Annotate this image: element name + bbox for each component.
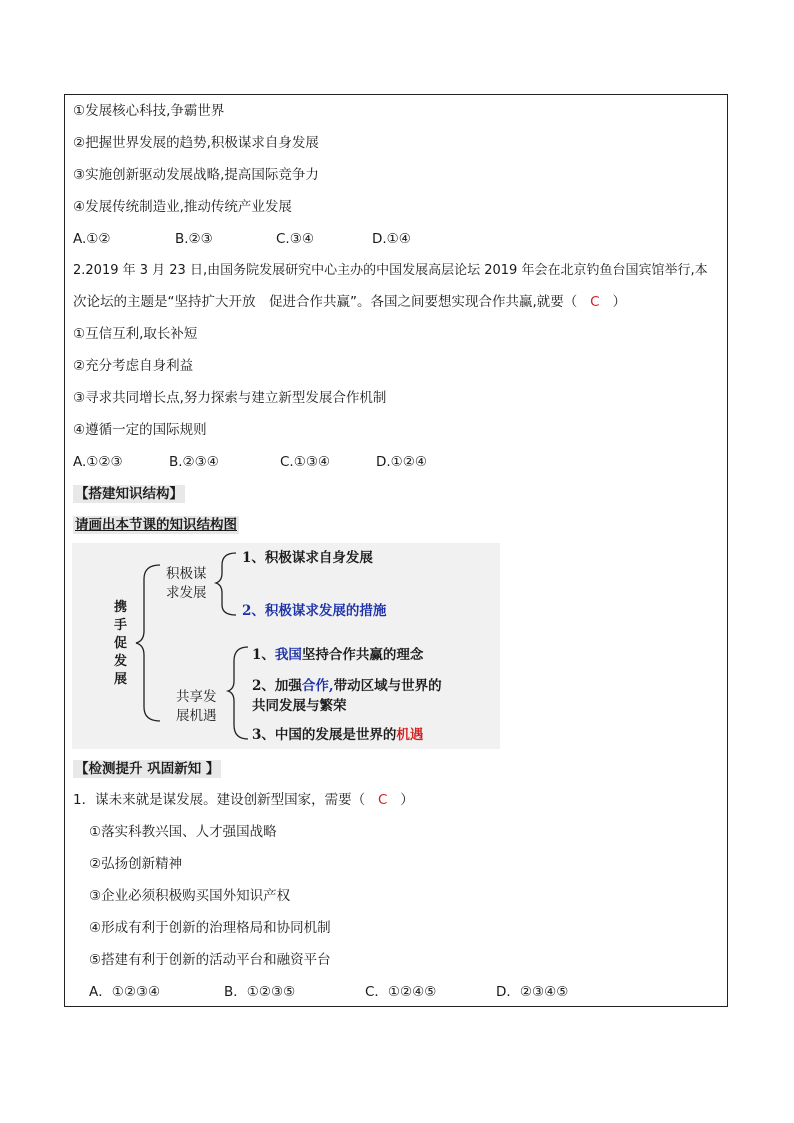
q2-option-4: ④遵循一定的国际规则 [73, 422, 207, 438]
q-prev-option-1: ①发展核心科技,争霸世界 [73, 103, 225, 119]
q1-stem-close: ） [400, 792, 414, 808]
q1-choice-d: D．②③④⑤ [496, 984, 569, 1000]
q1-answer: C [377, 792, 388, 808]
q1-stem-text: 1．谋未来就是谋发展。建设创新型国家，需要（ [73, 792, 366, 808]
branch-2-item-2-line-2: 共同发展与繁荣 [252, 698, 347, 714]
branch-2-item-2: 2、加强合作,带动区域与世界的 [252, 678, 442, 694]
q2-option-2: ②充分考虑自身利益 [73, 358, 194, 374]
q2-option-3: ③寻求共同增长点,努力探索与建立新型发展合作机制 [73, 390, 387, 406]
q1-choices [89, 982, 568, 1002]
q-prev-option-3: ③实施创新驱动发展战略,提高国际竞争力 [73, 167, 319, 183]
q2-option-1: ①互信互利,取长补短 [73, 326, 198, 342]
branch-1-label-line-1: 积极谋 [166, 566, 207, 582]
q2-choice-a: A.①②③ [73, 454, 123, 470]
q1-choice-a: A．①②③④ [89, 984, 161, 1000]
q1-option-5: ⑤搭建有利于创新的活动平台和融资平台 [89, 952, 331, 968]
q2-stem-line-1: 2.2019 年 3 月 23 日,由国务院发展研究中心主办的中国发展高层论坛 2019 年会在北京钓鱼台国宾馆举行,本 [73, 263, 708, 278]
q1-option-1: ①落实科教兴国、人才强国战略 [89, 824, 277, 840]
q-prev-choice-a: A.①② [73, 231, 111, 247]
q1-option-3: ③企业必须积极购买国外知识产权 [89, 888, 291, 904]
diagram-root: 携 手 促 发 展 [114, 600, 128, 687]
brace-branch-1 [216, 553, 236, 615]
knowledge-structure-diagram [72, 543, 500, 749]
q2-answer: C [590, 294, 600, 310]
q2-stem-line-2 [73, 292, 626, 312]
q-prev-choice-c: C.③④ [276, 231, 314, 247]
branch-1-item-2: 2、积极谋求发展的措施 [242, 603, 387, 619]
q2-choice-b: B.②③④ [169, 454, 219, 470]
branch-2-label-line-2: 展机遇 [176, 708, 217, 724]
q1-choice-c: C．①②④⑤ [365, 984, 437, 1000]
q-prev-choices [73, 229, 411, 249]
q2-choice-d: D.①②④ [376, 454, 427, 470]
q-prev-option-4: ④发展传统制造业,推动传统产业发展 [73, 199, 292, 215]
q1-choice-b: B．①②③⑤ [224, 984, 296, 1000]
q-prev-option-2: ②把握世界发展的趋势,积极谋求自身发展 [73, 135, 319, 151]
q1-option-2: ②弘扬创新精神 [89, 856, 183, 872]
q2-stem-close: ） [612, 294, 626, 310]
q-prev-choice-d: D.①④ [372, 231, 411, 247]
section-structure-title: 【搭建知识结构】 [75, 486, 183, 502]
branch-2-label-line-1: 共享发 [176, 689, 217, 705]
q2-choice-c: C.①③④ [280, 454, 331, 470]
q2-choices [73, 452, 427, 472]
branch-2-item-3: 3、中国的发展是世界的机遇 [252, 727, 424, 743]
section-structure-instruction: 请画出本节课的知识结构图 [75, 517, 237, 533]
q2-stem-text: 次论坛的主题是“坚持扩大开放 促进合作共赢”。各国之间要想实现合作共赢,就要（ [73, 294, 578, 310]
q1-option-4: ④形成有利于创新的治理格局和协同机制 [89, 920, 331, 936]
branch-1-label-line-2: 求发展 [166, 585, 207, 601]
brace-branch-2 [228, 647, 248, 739]
q1-stem [73, 790, 414, 810]
brace-root [136, 565, 160, 721]
q-prev-choice-b: B.②③ [175, 231, 213, 247]
section-test-title: 【检测提升 巩固新知 】 [75, 761, 220, 777]
branch-2-item-1: 1、我国坚持合作共赢的理念 [252, 647, 424, 663]
branch-1-item-1: 1、积极谋求自身发展 [242, 550, 373, 566]
